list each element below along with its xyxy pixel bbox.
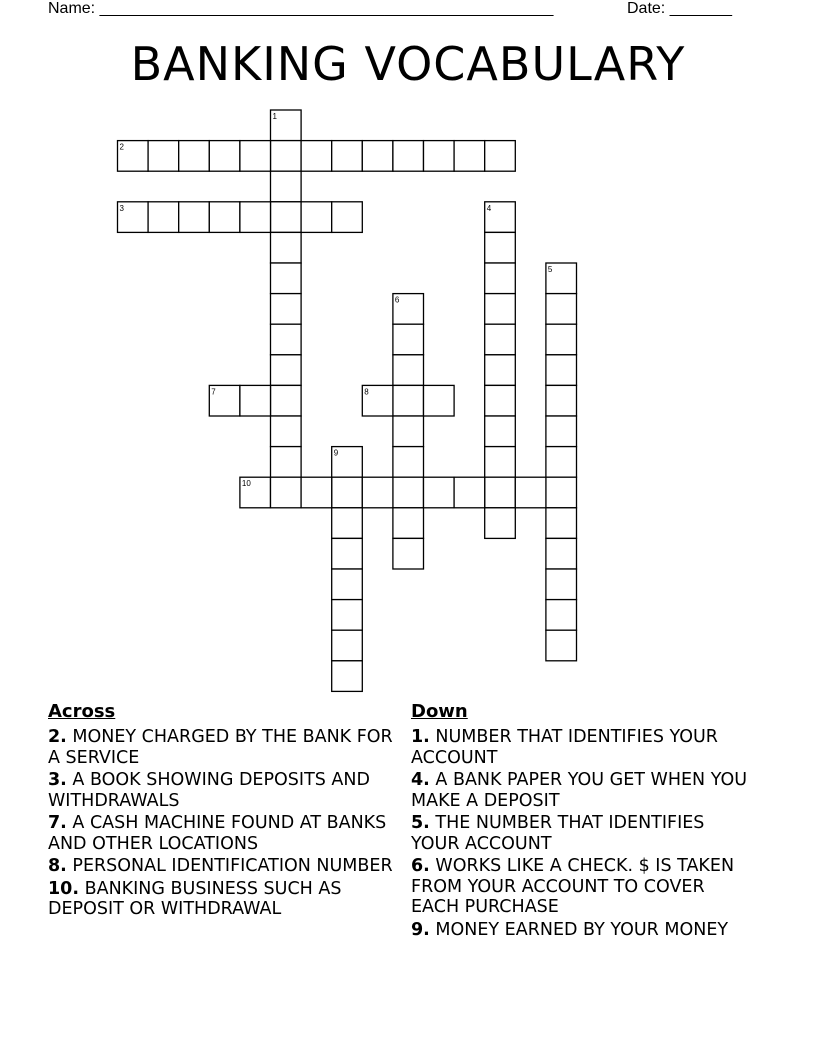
grid-cell[interactable] <box>546 324 577 355</box>
across-clue-8: 8. PERSONAL IDENTIFICATION NUMBER <box>48 856 393 876</box>
grid-cell[interactable] <box>546 385 577 416</box>
clue-number-1: 1 <box>272 112 277 121</box>
page-title: BANKING VOCABULARY <box>130 37 686 91</box>
clue-number-3: 3 <box>119 203 124 213</box>
grid-cell[interactable] <box>546 569 577 600</box>
grid-cell[interactable] <box>485 294 516 325</box>
grid-cell[interactable] <box>485 355 516 386</box>
grid-cell[interactable] <box>546 294 577 325</box>
down-clue-9: 9. MONEY EARNED BY YOUR MONEY <box>411 919 729 940</box>
clue-number-5: 5 <box>547 265 553 274</box>
grid-cell[interactable] <box>393 416 424 447</box>
grid-cell[interactable] <box>271 171 302 202</box>
grid-cell[interactable] <box>271 141 302 172</box>
grid-cell[interactable] <box>301 141 332 172</box>
grid-cell[interactable] <box>240 202 271 233</box>
grid-cell[interactable] <box>485 416 516 447</box>
grid-cell[interactable] <box>240 141 271 172</box>
across-clue-2: 2. MONEY CHARGED BY THE BANK FOR A SERVICE <box>48 727 393 768</box>
grid-cell[interactable] <box>148 202 179 233</box>
grid-cell[interactable] <box>332 538 363 569</box>
clue-number-4: 4 <box>486 203 492 213</box>
grid-cell[interactable] <box>546 447 577 478</box>
grid-cell[interactable] <box>485 508 516 539</box>
grid-cell[interactable] <box>271 355 302 386</box>
grid-cell[interactable] <box>546 477 577 508</box>
down-clues <box>411 701 756 942</box>
grid-cell[interactable] <box>271 202 302 233</box>
date-label: Date: _______ <box>627 0 732 17</box>
grid-cell[interactable] <box>271 447 302 478</box>
grid-cell[interactable] <box>332 508 363 539</box>
down-clue-4: 4. A BANK PAPER YOU GET WHEN YOU MAKE A DEPOSIT <box>411 770 748 811</box>
clue-number-2: 2 <box>119 142 124 152</box>
down-clue-1: 1. NUMBER THAT IDENTIFIES YOUR ACCOUNT <box>411 727 718 768</box>
grid-cell[interactable] <box>393 508 424 539</box>
clue-number-8: 8 <box>364 387 369 397</box>
clue-number-9: 9 <box>333 448 339 458</box>
grid-cell[interactable] <box>546 416 577 447</box>
name-label: Name: ___________________________________________________ <box>48 0 554 17</box>
grid-cell[interactable] <box>209 141 240 172</box>
grid-cell[interactable] <box>301 477 332 508</box>
across-heading: Across <box>48 701 116 722</box>
clue-number-10: 10 <box>241 479 251 489</box>
grid-cell[interactable] <box>485 385 516 416</box>
grid-cell[interactable] <box>424 477 455 508</box>
grid-cell[interactable] <box>271 477 302 508</box>
across-clue-10: 10. BANKING BUSINESS SUCH AS DEPOSIT OR WITHDRAWAL <box>48 878 342 919</box>
grid-cell[interactable] <box>546 355 577 386</box>
grid-cell[interactable] <box>485 324 516 355</box>
grid-cell[interactable] <box>271 294 302 325</box>
clue-number-7: 7 <box>211 387 216 397</box>
grid-cell[interactable] <box>271 385 302 416</box>
grid-cell[interactable] <box>485 232 516 263</box>
grid-cell[interactable] <box>546 630 577 661</box>
grid-cell[interactable] <box>301 202 332 233</box>
grid-cell[interactable] <box>546 538 577 569</box>
grid-cell[interactable] <box>546 600 577 631</box>
grid-cell[interactable] <box>485 477 516 508</box>
grid-cell[interactable] <box>454 141 485 172</box>
grid-cell[interactable] <box>393 477 424 508</box>
grid-cell[interactable] <box>271 324 302 355</box>
grid-cell[interactable] <box>515 477 546 508</box>
across-clues <box>48 701 393 922</box>
grid-cell[interactable] <box>393 447 424 478</box>
grid-cell[interactable] <box>332 569 363 600</box>
down-clue-5: 5. THE NUMBER THAT IDENTIFIES YOUR ACCOUNT <box>411 813 705 854</box>
grid-cell[interactable] <box>393 324 424 355</box>
grid-cell[interactable] <box>179 141 210 172</box>
grid-cell[interactable] <box>424 141 455 172</box>
grid-cell[interactable] <box>393 141 424 172</box>
grid-cell[interactable] <box>271 263 302 294</box>
grid-cell[interactable] <box>485 263 516 294</box>
clue-number-6: 6 <box>394 295 400 305</box>
grid-cell[interactable] <box>332 477 363 508</box>
grid-cell[interactable] <box>485 447 516 478</box>
grid-cell[interactable] <box>362 477 393 508</box>
grid-cell[interactable] <box>393 355 424 386</box>
grid-cell[interactable] <box>454 477 485 508</box>
grid-cell[interactable] <box>332 600 363 631</box>
grid-cell[interactable] <box>271 232 302 263</box>
down-heading: Down <box>411 701 468 722</box>
grid-cell[interactable] <box>148 141 179 172</box>
grid-cell[interactable] <box>332 141 363 172</box>
grid-cell[interactable] <box>362 141 393 172</box>
grid-cell[interactable] <box>240 385 271 416</box>
grid-cell[interactable] <box>332 630 363 661</box>
grid-cell[interactable] <box>332 202 363 233</box>
grid-cell[interactable] <box>393 538 424 569</box>
grid-cell[interactable] <box>209 202 240 233</box>
grid-cell[interactable] <box>485 141 516 172</box>
grid-cell[interactable] <box>393 385 424 416</box>
grid-cell[interactable] <box>424 385 455 416</box>
grid-cell[interactable] <box>271 416 302 447</box>
across-clue-7: 7. A CASH MACHINE FOUND AT BANKS AND OTHER LOCATIONS <box>48 813 387 854</box>
down-clue-6: 6. WORKS LIKE A CHECK. $ IS TAKEN FROM YOUR ACCOUNT TO COVER EACH PURCHASE <box>411 856 735 917</box>
grid-cell[interactable] <box>546 508 577 539</box>
grid-cell[interactable] <box>179 202 210 233</box>
grid-cell[interactable] <box>332 661 363 692</box>
across-clue-3: 3. A BOOK SHOWING DEPOSITS AND WITHDRAWALS <box>48 770 370 811</box>
